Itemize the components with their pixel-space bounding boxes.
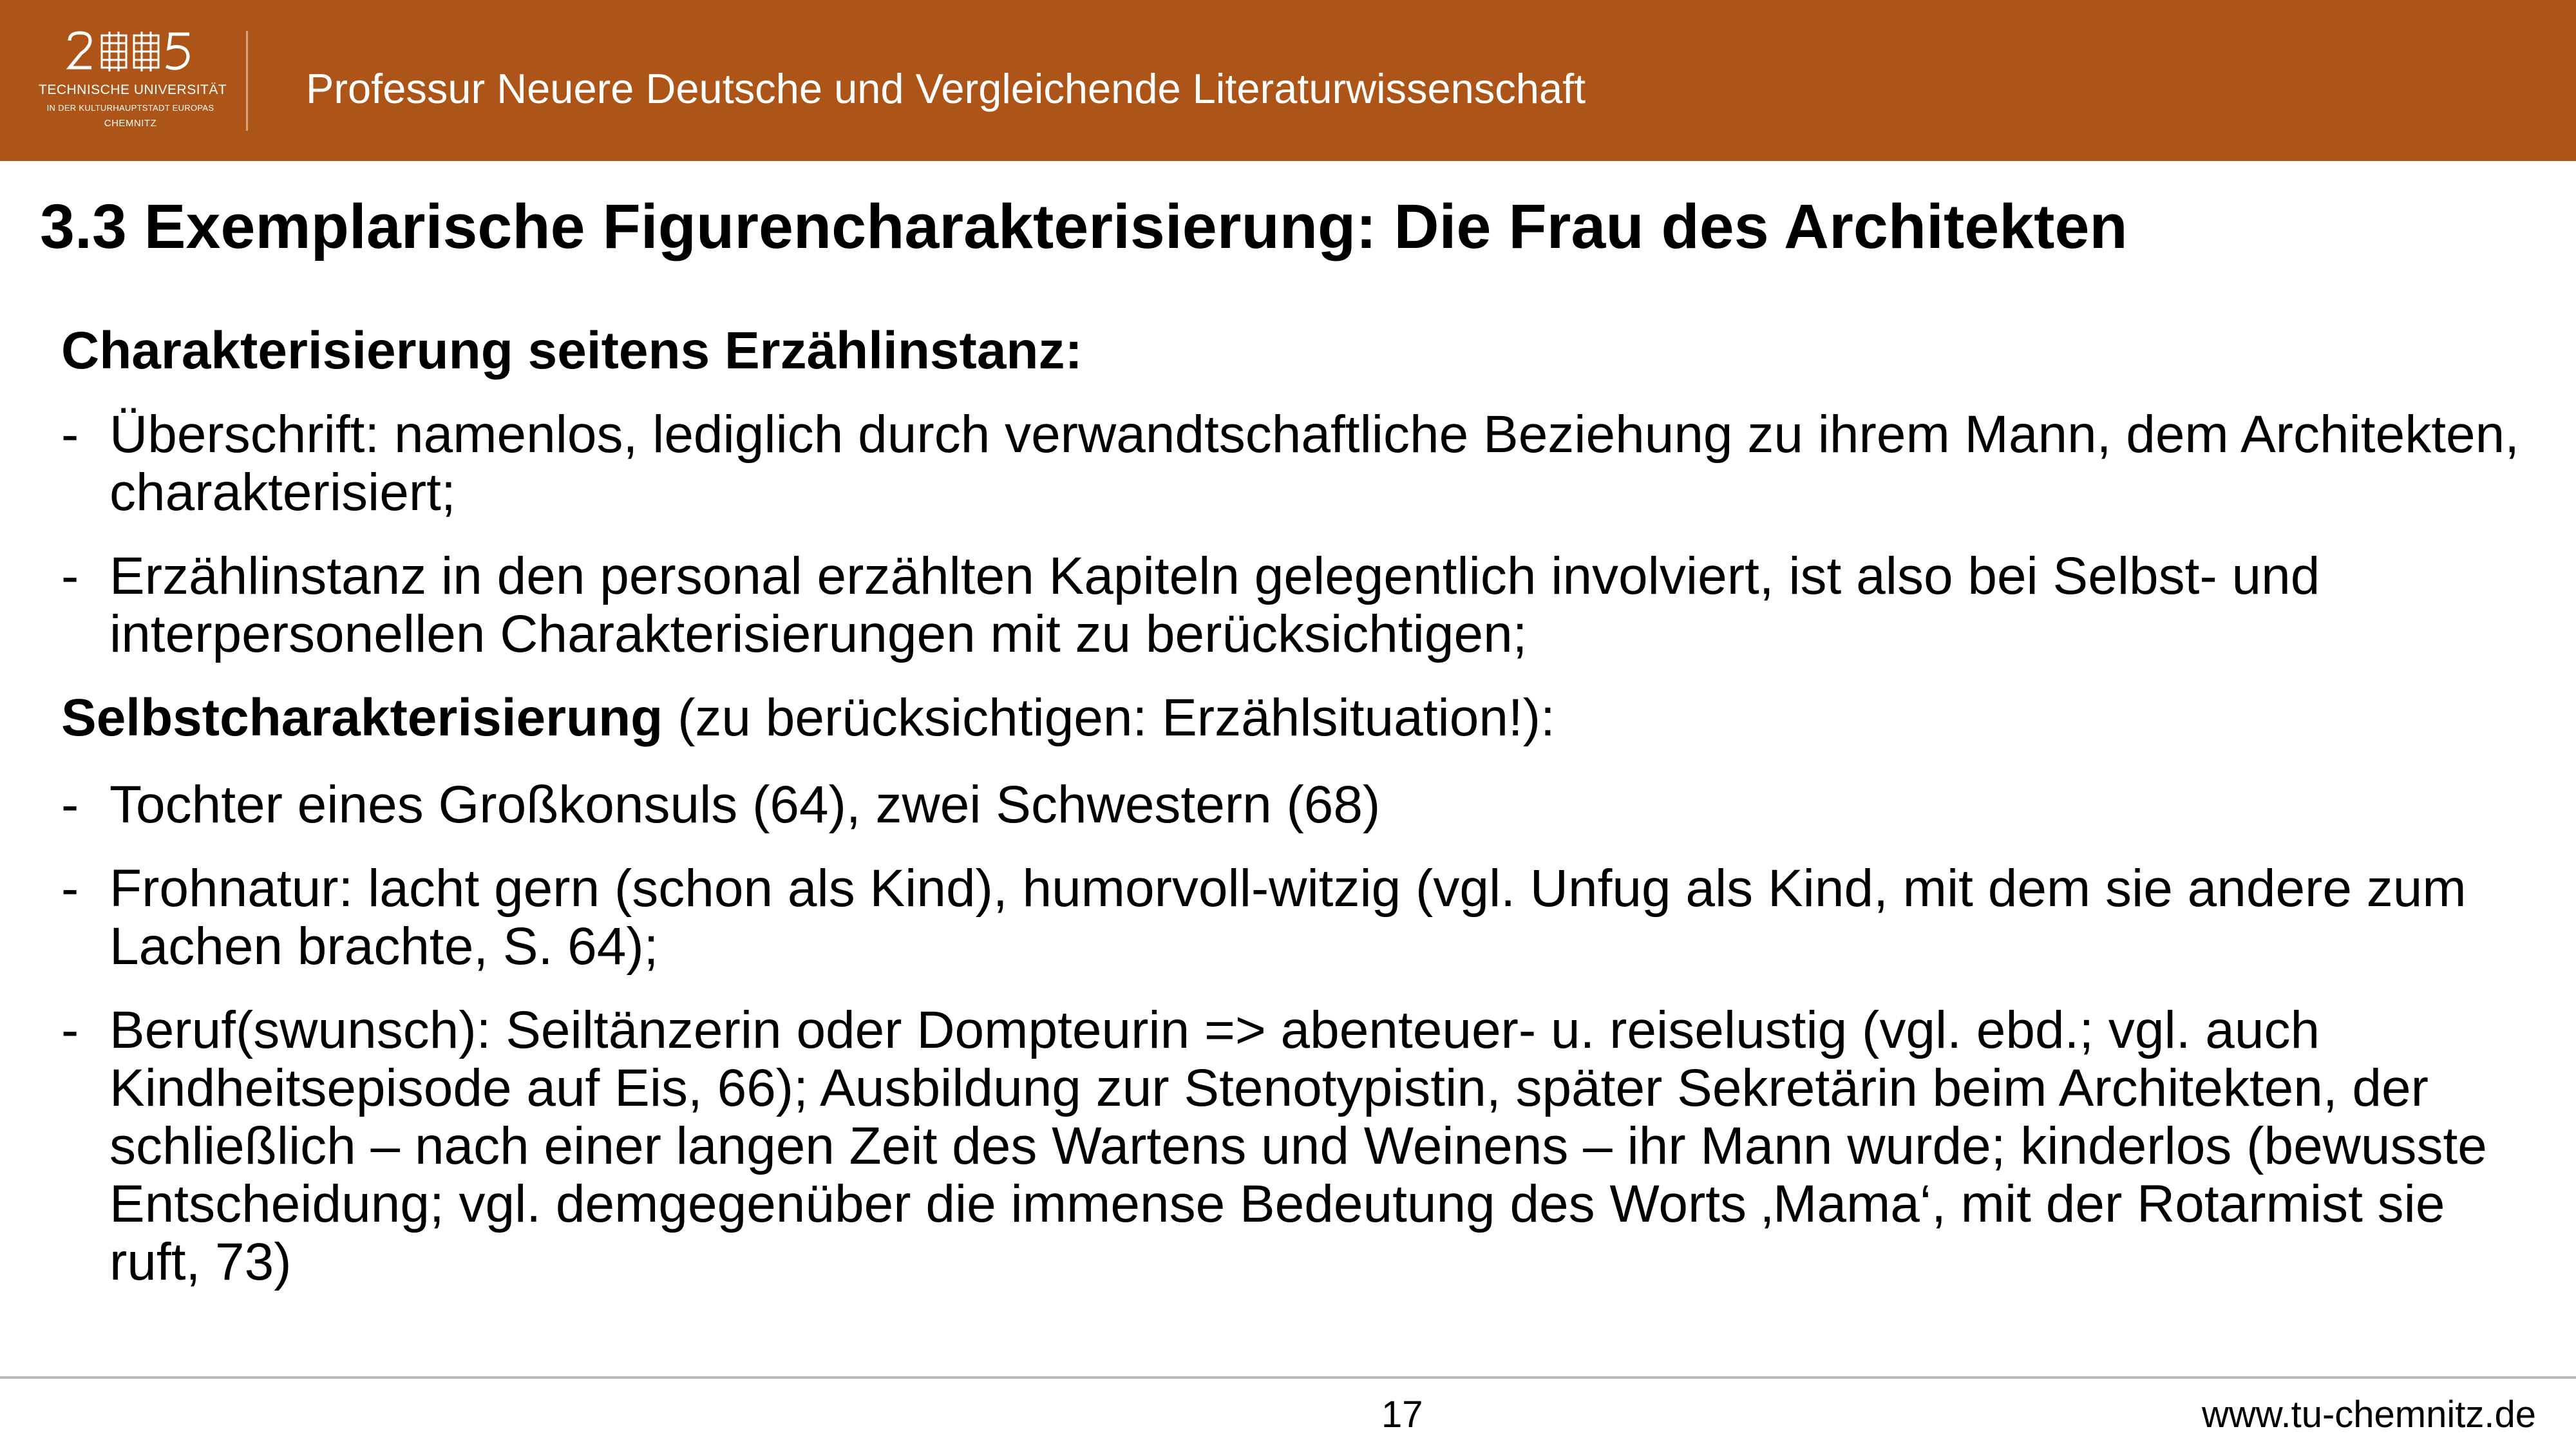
logo-text-city: CHEMNITZ [104, 118, 157, 129]
bullet-marker: - [61, 547, 79, 605]
section-heading-self-note: (zu berücksichtigen: Erzählsituation!): [663, 688, 1555, 747]
header-title: Professur Neuere Deutsche und Vergleichende Literaturwissenschaft [306, 65, 1586, 112]
slide-title: 3.3 Exemplarische Figurencharakterisierung: Die Frau des Architekten [40, 191, 2128, 261]
list-item-text: Erzählinstanz in den personal erzählten Kapiteln gelegentlich involviert, ist also bei Selbst- und interpersonellen Charakterisierungen mit zu berücksichtigen; [109, 547, 2320, 663]
university-logo[interactable] [39, 26, 227, 135]
header-bar [0, 0, 2576, 161]
bullet-marker: - [61, 775, 79, 834]
page-number: 17 [1381, 1394, 1423, 1435]
list-item-text: Tochter eines Großkonsuls (64), zwei Schwestern (68) [109, 775, 1381, 834]
bullet-marker: - [61, 859, 79, 918]
header-divider [246, 31, 248, 131]
list-item-text: Beruf(swunsch): Seiltänzerin oder Dompteurin => abenteuer- u. reiselustig (vgl. ebd.; vgl. auch Kindheitsepisode auf Eis, 66); Ausbildung zur Stenotypistin, später Sekretärin beim Architekten, der schließlich – nach einer langen Zeit des Wartens und Weinens – ihr Mann wurde; kinderlos (bewusste Entscheidung; vgl. demgegenüber die immense Bedeutung des Worts ‚Mama‘, mit der Rotarmist sie ruft, 73) [109, 1001, 2487, 1291]
bullet-marker: - [61, 1001, 79, 1059]
tu-chemnitz-logo-icon [64, 29, 196, 75]
footer-url-link[interactable]: www.tu-chemnitz.de [2202, 1394, 2536, 1435]
section-heading-narrator: Charakterisierung seitens Erzählinstanz: [61, 321, 1083, 380]
logo-text-university: TECHNISCHE UNIVERSITÄT [39, 82, 227, 97]
section-heading-self-bold: Selbstcharakterisierung [61, 688, 663, 747]
footer-divider [0, 1376, 2576, 1379]
list-item-text: Frohnatur: lacht gern (schon als Kind), humorvoll-witzig (vgl. Unfug als Kind, mit dem sie andere zum Lachen brachte, S. 64); [109, 859, 2467, 976]
list-item-text: Überschrift: namenlos, lediglich durch verwandtschaftliche Beziehung zu ihrem Mann, dem Architekten, charakterisiert; [109, 405, 2519, 522]
section-heading-self [61, 689, 2547, 747]
bullet-marker: - [61, 405, 79, 464]
logo-text-subtitle: IN DER KULTURHAUPTSTADT EUROPAS [46, 103, 214, 113]
